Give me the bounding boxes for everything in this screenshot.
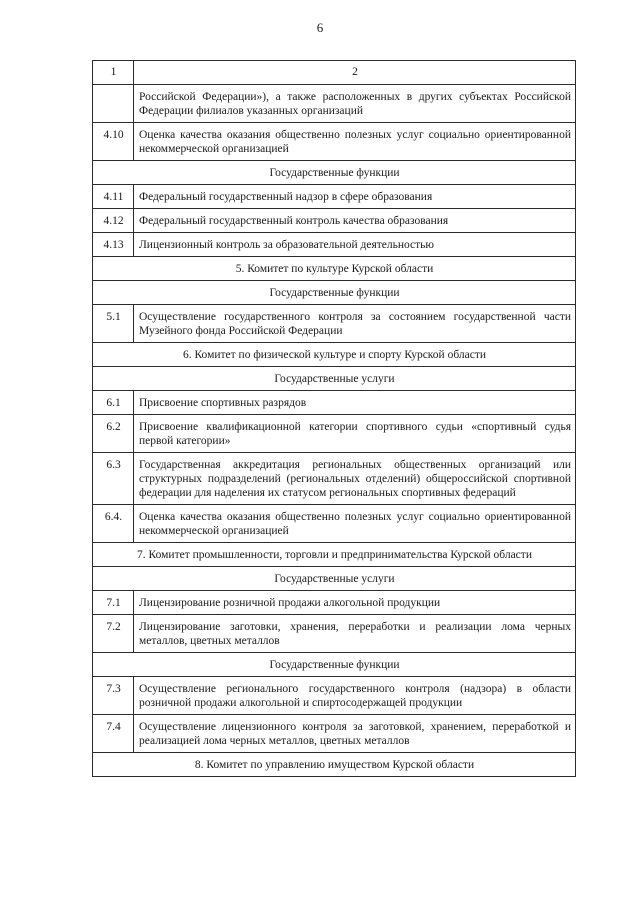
- item-number: 4.11: [93, 185, 134, 209]
- table-row: [93, 415, 576, 453]
- item-number: 4.13: [93, 233, 134, 257]
- item-description: Осуществление государственного контроля за состоянием государственной части Музейного фонда Российской Федерации: [134, 305, 576, 343]
- table-row: [93, 209, 576, 233]
- section-heading: 7. Комитет промышленности, торговли и предпринимательства Курской области: [93, 543, 576, 567]
- table-row: [93, 677, 576, 715]
- column-header-number: 1: [93, 61, 134, 85]
- item-description: Российской Федерации»), а также расположенных в других субъектах Российской Федерации филиалов указанных организаций: [134, 85, 576, 123]
- section-heading: Государственные услуги: [93, 567, 576, 591]
- section-heading: Государственные услуги: [93, 367, 576, 391]
- item-number: [93, 85, 134, 123]
- item-description: Лицензирование заготовки, хранения, переработки и реализации лома черных металлов, цветных металлов: [134, 615, 576, 653]
- item-description: Федеральный государственный надзор в сфере образования: [134, 185, 576, 209]
- table-row: [93, 233, 576, 257]
- item-number: 7.1: [93, 591, 134, 615]
- item-number: 4.10: [93, 123, 134, 161]
- item-number: 7.2: [93, 615, 134, 653]
- section-heading-row: [93, 753, 576, 777]
- table-row: [93, 715, 576, 753]
- table-row: [93, 453, 576, 505]
- section-heading: 5. Комитет по культуре Курской области: [93, 257, 576, 281]
- section-heading-row: [93, 343, 576, 367]
- item-description: Оценка качества оказания общественно полезных услуг социально ориентированной некоммерческой организацией: [134, 123, 576, 161]
- item-number: 6.1: [93, 391, 134, 415]
- section-heading-row: [93, 653, 576, 677]
- table-row: [93, 85, 576, 123]
- item-description: Лицензионный контроль за образовательной деятельностью: [134, 233, 576, 257]
- item-description: Федеральный государственный контроль качества образования: [134, 209, 576, 233]
- section-heading-row: [93, 567, 576, 591]
- section-heading: Государственные функции: [93, 161, 576, 185]
- table-row: [93, 615, 576, 653]
- table-row: [93, 185, 576, 209]
- section-heading-row: [93, 281, 576, 305]
- section-heading: Государственные функции: [93, 281, 576, 305]
- item-number: 6.4.: [93, 505, 134, 543]
- table-row: [93, 505, 576, 543]
- table-row: [93, 123, 576, 161]
- services-functions-table: [92, 60, 576, 777]
- item-description: Осуществление регионального государственного контроля (надзора) в области розничной продажи алкогольной и спиртосодержащей продукции: [134, 677, 576, 715]
- section-heading-row: [93, 161, 576, 185]
- section-heading-row: [93, 543, 576, 567]
- item-number: 5.1: [93, 305, 134, 343]
- item-number: 6.3: [93, 453, 134, 505]
- item-description: Присвоение спортивных разрядов: [134, 391, 576, 415]
- item-description: Осуществление лицензионного контроля за заготовкой, хранением, переработкой и реализацией лома черных металлов, цветных металлов: [134, 715, 576, 753]
- section-heading-row: [93, 257, 576, 281]
- item-description: Оценка качества оказания общественно полезных услуг социально ориентированной некоммерческой организацией: [134, 505, 576, 543]
- column-header-name: 2: [134, 61, 576, 85]
- item-number: 4.12: [93, 209, 134, 233]
- section-heading: Государственные функции: [93, 653, 576, 677]
- item-number: 7.4: [93, 715, 134, 753]
- item-description: Государственная аккредитация региональных общественных организаций или структурных подразделений (региональных отделений) общероссийской спортивной федерации для наделения их статусом региональных спортивных федераций: [134, 453, 576, 505]
- section-heading-row: [93, 367, 576, 391]
- table-header-row: [93, 61, 576, 85]
- section-heading: 6. Комитет по физической культуре и спорту Курской области: [93, 343, 576, 367]
- table-body: [93, 61, 576, 777]
- table-row: [93, 391, 576, 415]
- table-row: [93, 591, 576, 615]
- item-number: 7.3: [93, 677, 134, 715]
- section-heading: 8. Комитет по управлению имуществом Курской области: [93, 753, 576, 777]
- item-number: 6.2: [93, 415, 134, 453]
- page-number: 6: [316, 20, 324, 35]
- item-description: Присвоение квалификационной категории спортивного судьи «спортивный судья первой категории»: [134, 415, 576, 453]
- table-row: [93, 305, 576, 343]
- item-description: Лицензирование розничной продажи алкогольной продукции: [134, 591, 576, 615]
